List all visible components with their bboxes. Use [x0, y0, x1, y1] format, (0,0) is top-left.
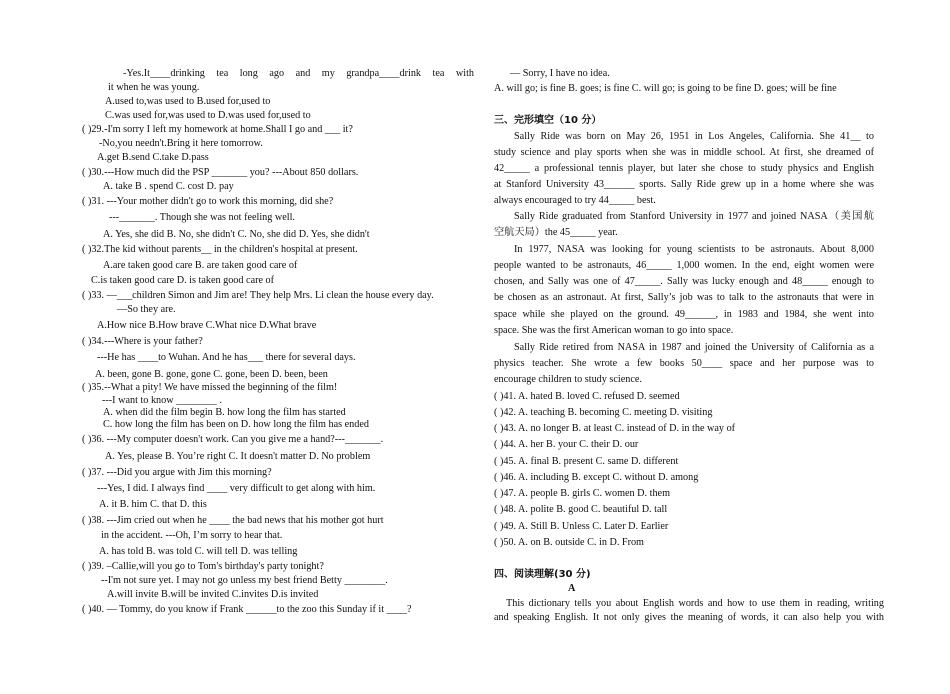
text-line: physics teacher. She wrote a few books 50____ space and her purpose was to	[494, 358, 874, 369]
text-line: study science and play sports when she was in middle school. At first, she dreamed of	[494, 147, 874, 158]
text-line: chosen, and Sally was one of 47_____. Sally was lucky enough and 48_____ enough to	[494, 276, 874, 287]
text-line: encourage children to study science.	[494, 374, 642, 385]
text-line: Sally Ride was born on May 26, 1951 in Los Angeles, California. She 41__ to	[514, 131, 874, 142]
text-line: ( )33. —___children Simon and Jim are! They help Mrs. Li clean the house every day.	[82, 290, 434, 301]
text-line: 空航天局）the 45_____ year.	[494, 227, 618, 238]
text-line: ( )39. –Callie,will you go to Tom's birthday's party tonight?	[82, 561, 324, 572]
text-line: A. take B . spend C. cost D. pay	[103, 181, 234, 192]
text-line: ---Yes, I did. I always find ____ very difficult to get along with him.	[97, 483, 376, 494]
text-line: ( )48. A. polite B. good C. beautiful D. tall	[494, 504, 668, 515]
text-line: A. has told B. was told C. will tell D. was telling	[99, 546, 298, 557]
text-line: ---I want to know ________ .	[102, 395, 222, 406]
text-line: A.are taken good care B. are taken good care of	[103, 260, 298, 271]
text-line: A.How nice B.How brave C.What nice D.What brave	[97, 320, 317, 331]
text-line: ( )45. A. final B. present C. same D. different	[494, 456, 679, 467]
text-line: —So they are.	[117, 304, 176, 315]
text-line: ( )31. ---Your mother didn't go to work this morning, did she?	[82, 196, 334, 207]
text-line: A. Yes, please B. You’re right C. It doesn't matter D. No problem	[105, 451, 371, 462]
text-line: A. it B. him C. that D. this	[99, 499, 207, 510]
text-line: C.is taken good care D. is taken good care of	[91, 275, 275, 286]
text-line: In 1977, NASA was looking for young scientists to be astronauts. About 8,000	[514, 244, 874, 255]
text-line: ( )36. ---My computer doesn't work. Can you give me a hand?---_______.	[82, 434, 384, 445]
text-line: --I'm not sure yet. I may not go unless my best friend Betty ________.	[101, 575, 388, 586]
text-line: Sally Ride retired from NASA in 1987 and joined the University of California as a	[514, 342, 874, 353]
text-line: ---He has ____to Wuhan. And he has___ there for several days.	[97, 352, 356, 363]
text-line: Sally Ride graduated from Stanford University in 1977 and joined NASA（美国航	[514, 211, 874, 222]
passage-letter: A	[568, 583, 576, 594]
text-line: ( )40. — Tommy, do you know if Frank ______to the zoo this Sunday if it ____?	[82, 604, 412, 615]
text-line: C.was used for,was used to D.was used for,used to	[105, 110, 311, 121]
text-line: ( )29.-I'm sorry I left my homework at home.Shall I go and ___ it?	[82, 124, 353, 135]
text-line: C. how long the film has been on D. how long the film has ended	[103, 419, 369, 430]
section-heading: 四、阅读理解(30 分)	[494, 569, 591, 580]
text-line: ( )35.--What a pity! We have missed the beginning of the film!	[82, 382, 338, 393]
text-line: ---_______. Though she was not feeling well.	[109, 212, 295, 223]
text-line: ( )46. A. including B. except C. without D. among	[494, 472, 699, 483]
text-line: A. been, gone B. gone, gone C. gone, been D. been, been	[95, 369, 328, 380]
text-line: space. She was the first American woman to go into space.	[494, 325, 734, 336]
text-line: A. when did the film begin B. how long the film has started	[103, 407, 346, 418]
section-heading: 三、完形填空（10 分）	[494, 115, 602, 126]
text-line: A.used to,was used to B.used for,used to	[105, 96, 271, 107]
text-line: ( )42. A. teaching B. becoming C. meeting D. visiting	[494, 407, 713, 418]
text-line: -No,you needn't.Bring it here tomorrow.	[99, 138, 263, 149]
text-line: ( )37. ---Did you argue with Jim this morning?	[82, 467, 272, 478]
text-line: always encouraged to try 44_____ best.	[494, 195, 656, 206]
text-line: A. Yes, she did B. No, she didn't C. No, she did D. Yes, she didn't	[103, 229, 370, 240]
text-line: and speaking English. It not only gives the meaning of words, it can also help you with	[494, 612, 884, 623]
text-line: space while she played on the ground. 49______, in 1983 and 1984, she went into	[494, 309, 874, 320]
text-line: ( )50. A. on B. outside C. in D. From	[494, 537, 644, 548]
text-line: it when he was young.	[108, 82, 200, 93]
text-line: A. will go; is fine B. goes; is fine C. will go; is going to be fine D. goes; will be fine	[494, 83, 837, 94]
text-line: ( )47. A. people B. girls C. women D. them	[494, 488, 670, 499]
text-line: be chosen as an astronaut. At first, Sally’s job was to talk to the astronauts that were in	[494, 292, 874, 303]
text-line: This dictionary tells you about English words and how to use them in reading, writing	[506, 598, 884, 609]
text-line: 42_____ a professional tennis player, but later she chose to study physics and English	[494, 163, 874, 174]
text-line: A.will invite B.will be invited C.invites D.is invited	[107, 589, 319, 600]
text-line: ( )38. ---Jim cried out when he ____ the bad news that his mother got hurt	[82, 515, 384, 526]
text-line: in the accident. ---Oh, I’m sorry to hear that.	[101, 530, 283, 541]
text-line: ( )44. A. her B. your C. their D. our	[494, 439, 639, 450]
text-line: -Yes.It____drinking tea long ago and my grandpa____drink tea with	[123, 68, 474, 79]
text-line: ( )41. A. hated B. loved C. refused D. seemed	[494, 391, 680, 402]
text-line: ( )32.The kid without parents__ in the children's hospital at present.	[82, 244, 358, 255]
text-line: people wanted to be astronauts, 46_____ 1,000 women. In the end, eight women were	[494, 260, 874, 271]
text-line: ( )49. A. Still B. Unless C. Later D. Earlier	[494, 521, 669, 532]
text-line: ( )43. A. no longer B. at least C. instead of D. in the way of	[494, 423, 736, 434]
text-line: A.get B.send C.take D.pass	[97, 152, 209, 163]
text-line: — Sorry, I have no idea.	[510, 68, 610, 79]
text-line: ( )30.---How much did the PSP _______ you? ---About 850 dollars.	[82, 167, 359, 178]
text-line: at Stanford University 43______ sports. Sally Ride grew up in a home where she was	[494, 179, 874, 190]
text-line: ( )34.---Where is your father?	[82, 336, 203, 347]
